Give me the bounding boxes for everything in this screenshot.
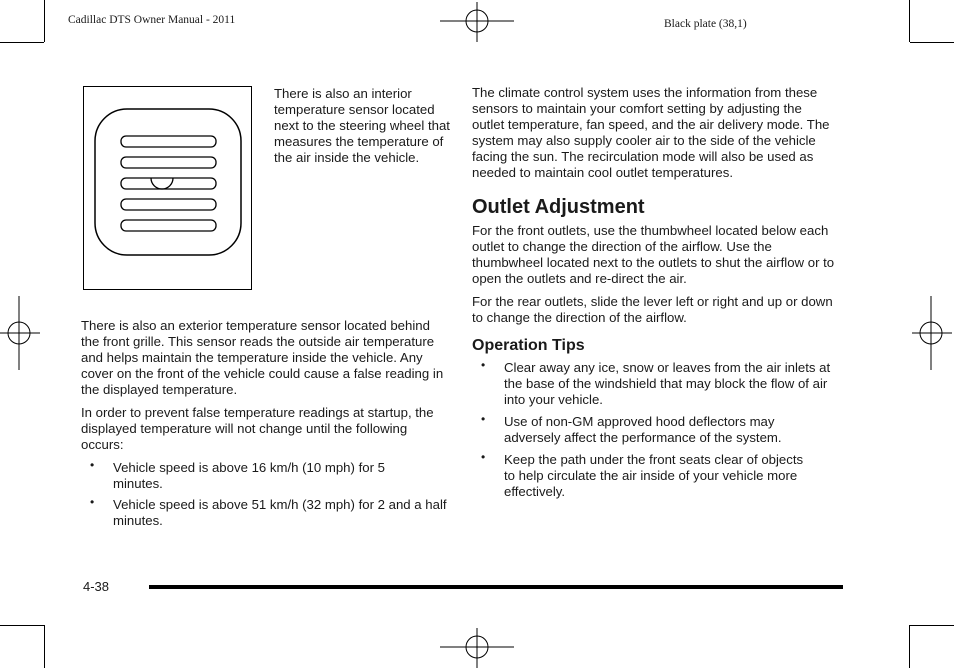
registration-mark-bottom [440, 628, 514, 668]
list-item [472, 360, 836, 408]
right-column-text [472, 85, 836, 500]
bullet-text: Vehicle speed is above 51 km/h (32 mph) for 2 and a half minutes. [113, 497, 447, 528]
crop-mark [0, 42, 44, 43]
list-item [81, 497, 451, 529]
footer-rule [149, 585, 843, 589]
startup-paragraph: In order to prevent false temperature readings at startup, the displayed temperature will not change until the following occurs: [81, 405, 434, 452]
crop-mark [910, 625, 954, 626]
list-item [472, 414, 836, 446]
bullet-text: Keep the path under the front seats clear of objects to help circulate the air inside of your vehicle more effectively. [504, 452, 804, 499]
bullet-text: Use of non-GM approved hood deflectors may adversely affect the performance of the system. [504, 414, 782, 445]
bullet-glyph: • [481, 450, 486, 464]
registration-mark-left [0, 296, 40, 370]
list-item [81, 460, 451, 492]
crop-mark [44, 625, 45, 668]
bullet-glyph: • [481, 412, 486, 426]
bullet-glyph: • [481, 358, 486, 372]
running-header-left: Cadillac DTS Owner Manual - 2011 [68, 14, 236, 26]
sensor-figure [83, 86, 252, 290]
bullet-text: Vehicle speed is above 16 km/h (10 mph) for 5 minutes. [113, 460, 385, 491]
running-header-right: Black plate (38,1) [664, 18, 747, 30]
registration-mark-right [912, 296, 952, 370]
bullet-text: Clear away any ice, snow or leaves from the air inlets at the base of the windshield that may block the flow of air into your vehicle. [504, 360, 831, 407]
crop-mark [910, 42, 954, 43]
page-number: 4-38 [83, 579, 110, 594]
bullet-glyph: • [90, 458, 95, 472]
rear-outlets-paragraph: For the rear outlets, slide the lever left or right and up or down to change the direction of the airflow. [472, 294, 833, 325]
front-outlets-paragraph: For the front outlets, use the thumbwheel located below each outlet to change the direction of the airflow. Use the thumbwheel located next to the outlets to shut the airflow or to open the outlets and re-direct the air. [472, 223, 835, 286]
subsection-heading: Operation Tips [472, 337, 585, 354]
registration-mark-top [440, 2, 514, 42]
left-column-text [81, 318, 451, 529]
list-item [472, 452, 836, 500]
crop-mark [0, 625, 44, 626]
figure-caption: There is also an interior temperature sensor located next to the steering wheel that measures the temperature of the air inside the vehicle. [274, 86, 450, 165]
exterior-sensor-paragraph: There is also an exterior temperature sensor located behind the front grille. This sensor reads the outside air temperature and helps maintain the temperature inside the vehicle. Any cover on the front of the vehicle could cause a false reading in the displayed temperature. [81, 318, 444, 397]
crop-mark [44, 0, 45, 42]
climate-control-paragraph: The climate control system uses the information from these sensors to maintain your comfort setting by adjusting the outlet temperature, fan speed, and the air delivery mode. The system may also supply cooler air to the side of the vehicle facing the sun. The recirculation mode will also be used as needed to maintain cool outlet temperatures. [472, 85, 830, 180]
crop-mark [909, 625, 910, 668]
bullet-glyph: • [90, 495, 95, 509]
section-heading: Outlet Adjustment [472, 196, 645, 218]
interior-temperature-sensor-illustration [84, 87, 251, 289]
crop-mark [909, 0, 910, 42]
